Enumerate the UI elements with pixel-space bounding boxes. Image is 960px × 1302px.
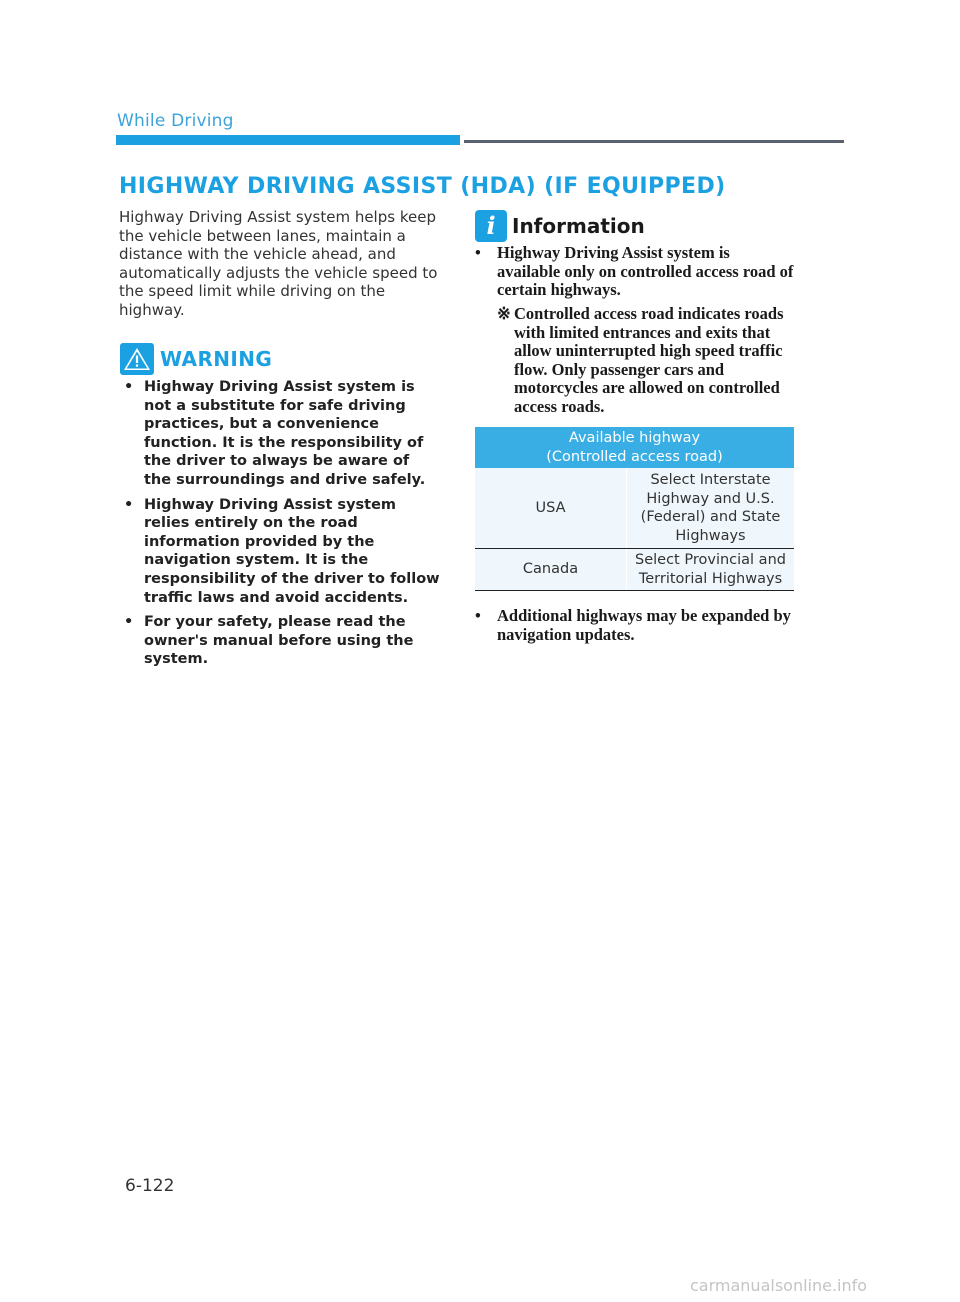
warning-header	[120, 343, 272, 375]
bullet: •	[475, 243, 481, 262]
information-item: • Additional highways may be expanded by navigation updates.	[475, 606, 791, 644]
table-row	[475, 468, 794, 549]
table-cell-country: Canada	[475, 549, 627, 591]
warning-item: • Highway Driving Assist system is not a substitute for safe driving practices, but a convenience function. It is the responsibility of the driver to always be aware of the surroundings and drive safely.	[124, 379, 426, 488]
section-label: While Driving	[117, 111, 234, 131]
page-title: HIGHWAY DRIVING ASSIST (HDA) (IF EQUIPPED)	[119, 174, 726, 199]
header-rule-accent	[116, 135, 460, 145]
highway-table	[475, 427, 794, 591]
warning-item: • Highway Driving Assist system relies entirely on the road information provided by the navigation system. It is the responsibility of the driver to follow traffic laws and avoid accidents.	[124, 496, 440, 606]
table-cell-highways: Select Interstate Highway and U.S. (Federal) and State Highways	[627, 468, 795, 549]
table-header-row	[475, 427, 794, 468]
table-header: Available highway (Controlled access road)	[475, 427, 794, 468]
warning-item: • For your safety, please read the owner's manual before using the system.	[124, 614, 414, 668]
bullet: •	[124, 379, 134, 395]
note-mark: ※	[497, 304, 511, 323]
header-rule	[464, 140, 844, 143]
bullet: •	[475, 606, 481, 625]
intro-paragraph: Highway Driving Assist system helps keep the vehicle between lanes, maintain a distance with the vehicle ahead, and automatically adjusts the vehicle speed to the speed limit while driving on the highway.	[119, 208, 438, 319]
table-row	[475, 549, 794, 591]
warning-title: WARNING	[160, 347, 273, 371]
bullet: •	[124, 614, 134, 631]
table-cell-country: USA	[475, 468, 627, 549]
information-note: ※ Controlled access road indicates roads with limited entrances and exits that allow uninterrupted high speed traffic flow. Only passenger cars and motorcycles are allowed on controlled access roads.	[497, 304, 784, 416]
information-title: Information	[512, 214, 645, 238]
information-item: • Highway Driving Assist system is available only on controlled access road of certain highways.	[475, 243, 794, 300]
watermark[interactable]: carmanualsonline.info	[690, 1276, 868, 1295]
warning-triangle-icon	[120, 343, 154, 375]
page-number: 6-122	[125, 1176, 175, 1196]
table-cell-highways: Select Provincial and Territorial Highways	[627, 549, 795, 591]
warning-list	[120, 378, 440, 675]
bullet: •	[124, 496, 134, 513]
info-icon: i	[475, 210, 507, 242]
information-header	[475, 210, 645, 242]
